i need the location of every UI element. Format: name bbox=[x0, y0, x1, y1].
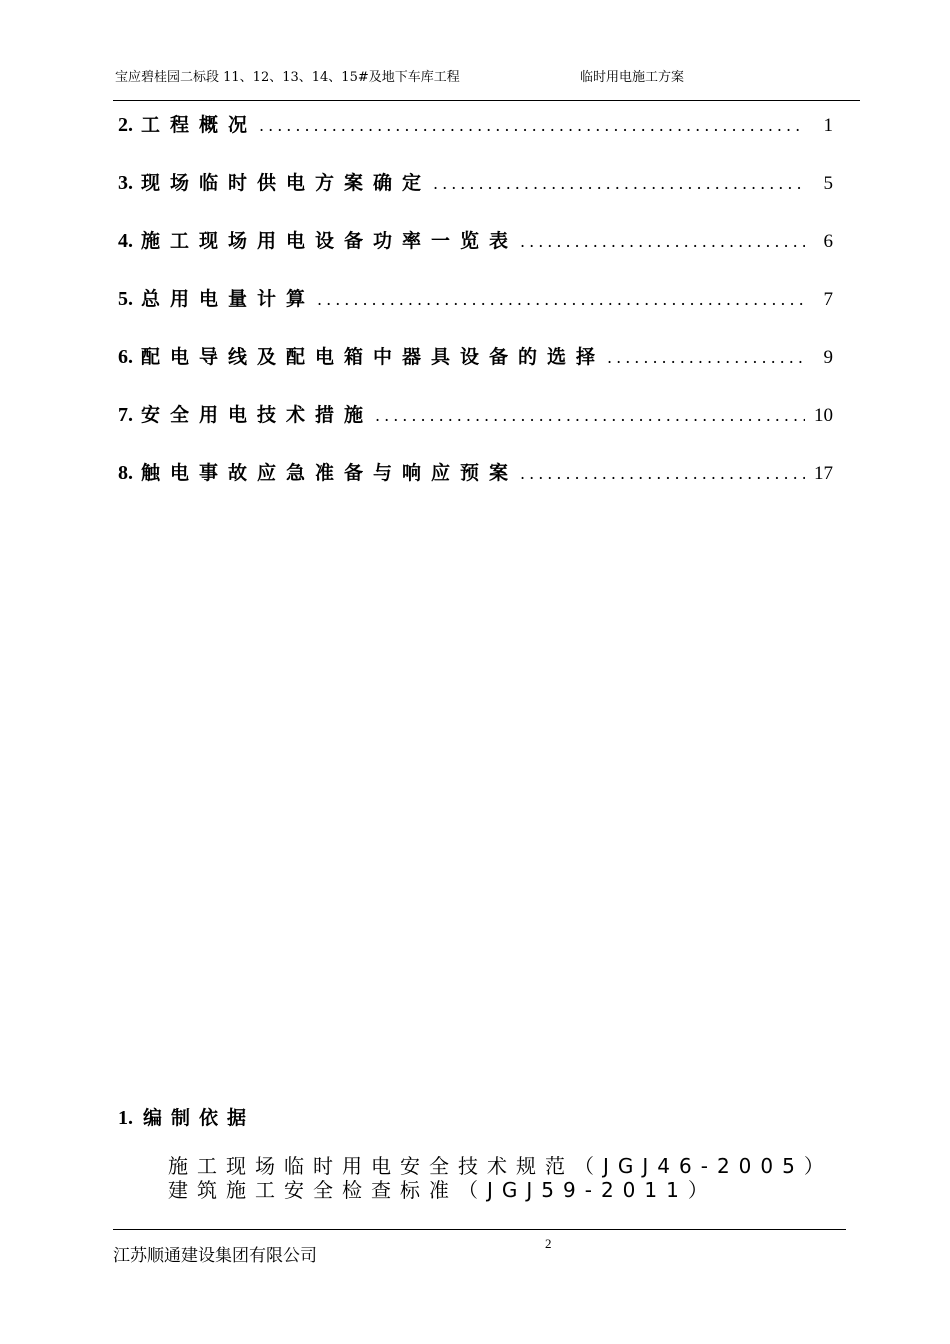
toc-entry-page: 5 bbox=[823, 173, 833, 194]
toc-entry-number: 2. bbox=[118, 114, 133, 136]
toc-entry-page: 6 bbox=[823, 231, 833, 252]
toc-entry-title: 配电导线及配电箱中器具设备的选择 bbox=[141, 346, 606, 368]
section-number: 1. bbox=[118, 1107, 133, 1129]
footer-divider bbox=[113, 1229, 846, 1230]
toc-entry-page: 9 bbox=[823, 347, 833, 368]
toc-entry[interactable] bbox=[118, 168, 833, 198]
toc-entry-number: 3. bbox=[118, 172, 133, 194]
toc-entry-number: 5. bbox=[118, 288, 133, 310]
toc-entry-number: 7. bbox=[118, 404, 133, 426]
toc-entry-page: 1 bbox=[823, 115, 833, 136]
toc-entry[interactable] bbox=[118, 458, 833, 488]
toc-entry[interactable] bbox=[118, 226, 833, 256]
header-divider bbox=[113, 100, 860, 101]
toc-entry-number: 8. bbox=[118, 462, 133, 484]
toc-leader-dots bbox=[520, 464, 805, 483]
toc-entry[interactable] bbox=[118, 342, 833, 372]
toc-leader-dots bbox=[520, 232, 805, 251]
toc-entry[interactable] bbox=[118, 400, 833, 430]
toc-entry-title: 安全用电技术措施 bbox=[141, 404, 374, 426]
toc-entry[interactable] bbox=[118, 284, 833, 314]
toc-entry-title: 现场临时供电方案确定 bbox=[141, 172, 432, 194]
toc-leader-dots bbox=[317, 290, 805, 309]
toc-entry-page: 17 bbox=[814, 463, 833, 484]
toc-entry-title: 触电事故应急准备与响应预案 bbox=[141, 462, 519, 484]
section-title: 编制依据 bbox=[143, 1107, 256, 1129]
toc-entry-title: 总用电量计算 bbox=[141, 288, 316, 310]
page-number: 2 bbox=[545, 1236, 552, 1251]
basis-item: 建筑施工安全检查标准（JGJ59-2011） bbox=[168, 1178, 717, 1202]
toc-entry-number: 6. bbox=[118, 346, 133, 368]
footer-company: 江苏顺通建设集团有限公司 bbox=[113, 1246, 317, 1266]
toc-entry-title: 工程概况 bbox=[141, 114, 258, 136]
toc-entry[interactable] bbox=[118, 110, 833, 140]
toc-entry-page: 10 bbox=[814, 405, 833, 426]
toc-entry-title: 施工现场用电设备功率一览表 bbox=[141, 230, 519, 252]
toc-entry-page: 7 bbox=[823, 289, 833, 310]
toc-leader-dots bbox=[433, 174, 805, 193]
toc-leader-dots bbox=[259, 116, 805, 135]
toc-leader-dots bbox=[607, 348, 805, 367]
section-heading bbox=[118, 1103, 255, 1130]
header-right-title: 临时用电施工方案 bbox=[580, 70, 685, 85]
toc-leader-dots bbox=[375, 406, 805, 425]
header-left-title: 宝应碧桂园二标段 11、12、13、14、15#及地下车库工程 bbox=[115, 70, 460, 85]
basis-item: 施工现场临时用电安全技术规范（JGJ46-2005） bbox=[168, 1154, 833, 1178]
toc-entry-number: 4. bbox=[118, 230, 133, 252]
